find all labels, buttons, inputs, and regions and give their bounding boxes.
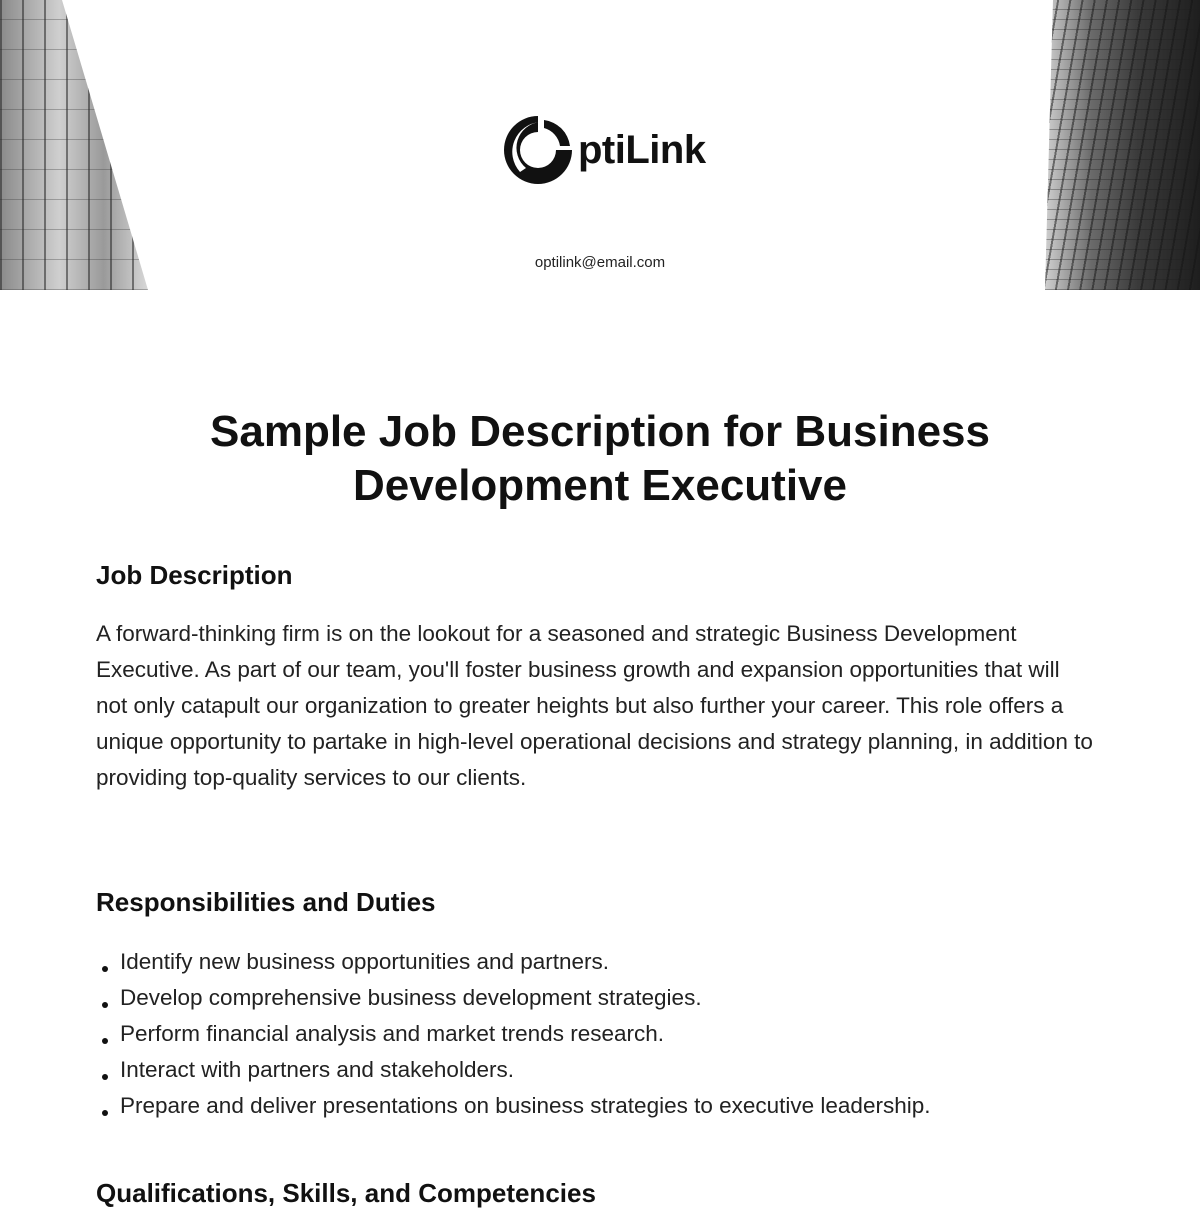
optilink-logo-icon <box>500 112 576 188</box>
heading-responsibilities: Responsibilities and Duties <box>96 887 436 917</box>
building-photo-right <box>1045 0 1200 290</box>
building-photo-left <box>0 0 148 290</box>
responsibilities-list <box>96 944 930 1124</box>
list-item: Develop comprehensive business development strategies. <box>96 980 930 1016</box>
list-item: Prepare and deliver presentations on business strategies to executive leadership. <box>96 1088 930 1124</box>
brand-name: ptiLink <box>578 127 706 172</box>
heading-qualifications: Qualifications, Skills, and Competencies <box>96 1178 596 1208</box>
heading-job-description: Job Description <box>96 560 293 590</box>
list-item: Interact with partners and stakeholders. <box>96 1052 930 1088</box>
page-title: Sample Job Description for Business Development Executive <box>210 407 990 510</box>
job-description-text: A forward-thinking firm is on the lookout for a seasoned and strategic Business Development Executive. As part of our team, you'll foster business growth and expansion opportunities that will not only catapult our organization to greater heights but also further your career. This role offers a unique opportunity to partake in high-level operational decisions and strategy planning, in addition to providing top-quality services to our clients. <box>96 621 1093 790</box>
list-item: Perform financial analysis and market trends research. <box>96 1016 930 1052</box>
contact-email: optilink@email.com <box>534 254 666 271</box>
company-logo <box>500 112 706 188</box>
list-item: Identify new business opportunities and partners. <box>96 944 930 980</box>
